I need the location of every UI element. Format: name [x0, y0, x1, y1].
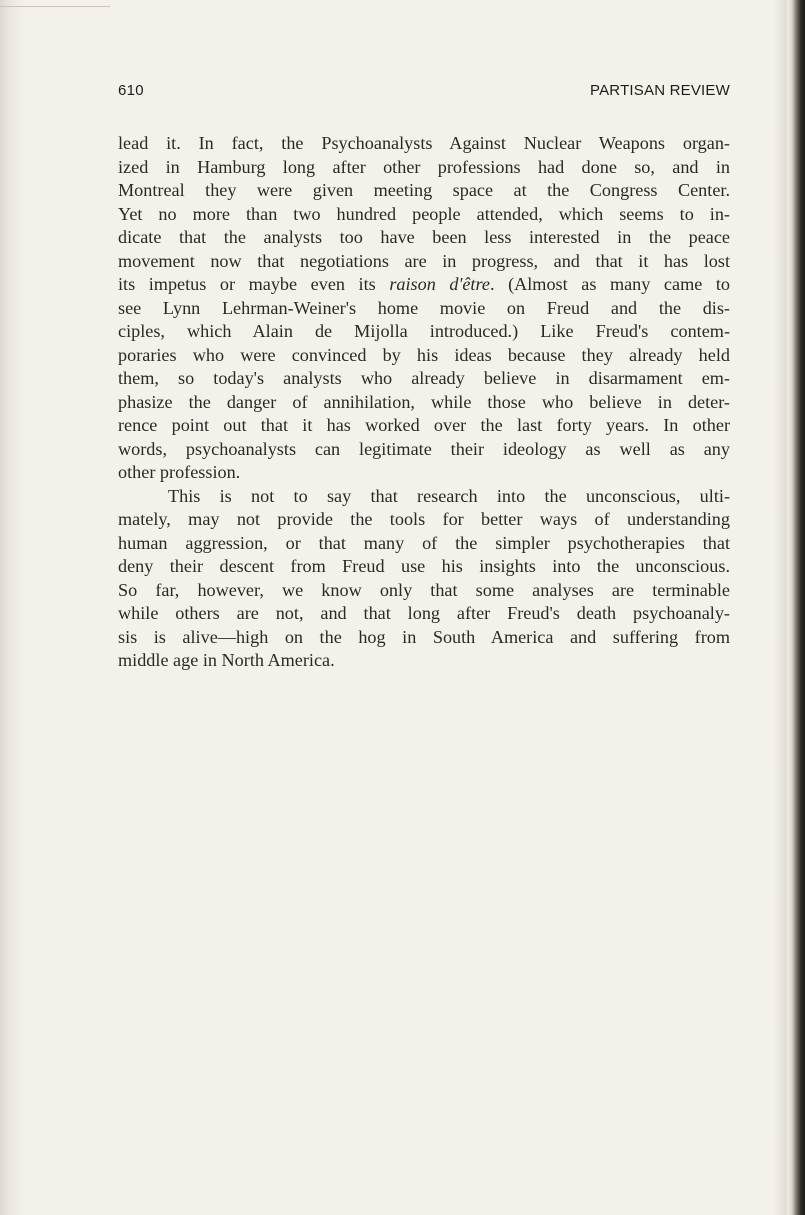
text-line: ized in Hamburg long after other professions had done so, and in — [118, 156, 730, 177]
text-line: ciples, which Alain de Mijolla introduced.) Like Freud's contem- — [118, 321, 730, 341]
text-line: human aggression, or that many of the simpler psychotherapies that — [118, 532, 730, 553]
text-line: while others are not, and that long after Freud's death psychoanaly- — [118, 603, 730, 623]
text-line: words, psychoanalysts can legitimate their ideology as well as any — [118, 438, 730, 459]
text-line: movement now that negotiations are in progress, and that it has lost — [118, 250, 730, 271]
text-line: other profession. — [118, 462, 241, 482]
text-segment: . (Almost as many came to — [489, 274, 731, 294]
text-line: deny their descent from Freud use his insights into the unconscious. — [118, 556, 730, 576]
text-line: dicate that the analysts too have been less interested in the peace — [118, 227, 730, 247]
italic-phrase: raison d'être — [389, 274, 490, 294]
text-line: So far, however, we know only that some analyses are terminable — [118, 579, 730, 600]
gutter-shadow — [773, 0, 787, 1215]
text-line: middle age in North America. — [118, 650, 335, 670]
text-line: rence point out that it has worked over the last forty years. In other — [118, 415, 730, 435]
text-line: Yet no more than two hundred people attended, which seems to in- — [118, 203, 730, 224]
journal-title: PARTISAN REVIEW — [590, 82, 730, 99]
page-number: 610 — [118, 82, 144, 99]
text-line: mately, may not provide the tools for better ways of understanding — [118, 509, 730, 529]
text-line: phasize the danger of annihilation, while those who believe in deter- — [118, 391, 730, 412]
text-segment: its impetus or maybe even its — [118, 274, 390, 294]
text-line: lead it. In fact, the Psychoanalysts Against Nuclear Weapons organ- — [118, 133, 730, 153]
running-head — [118, 82, 730, 102]
text-line — [118, 273, 730, 297]
text-line: poraries who were convinced by his ideas because they already held — [118, 344, 730, 365]
text-line: sis is alive—high on the hog in South America and suffering from — [118, 626, 730, 647]
text-line: Montreal they were given meeting space at the Congress Center. — [118, 180, 730, 200]
text-line: This is not to say that research into the unconscious, ulti- — [168, 485, 730, 506]
left-page-fold — [0, 0, 24, 1215]
body-text — [118, 132, 730, 673]
text-line: them, so today's analysts who already believe in disarmament em- — [118, 368, 730, 388]
binding-edge — [787, 0, 805, 1215]
top-edge-line — [0, 6, 110, 7]
text-line: see Lynn Lehrman-Weiner's home movie on Freud and the dis- — [118, 297, 730, 318]
